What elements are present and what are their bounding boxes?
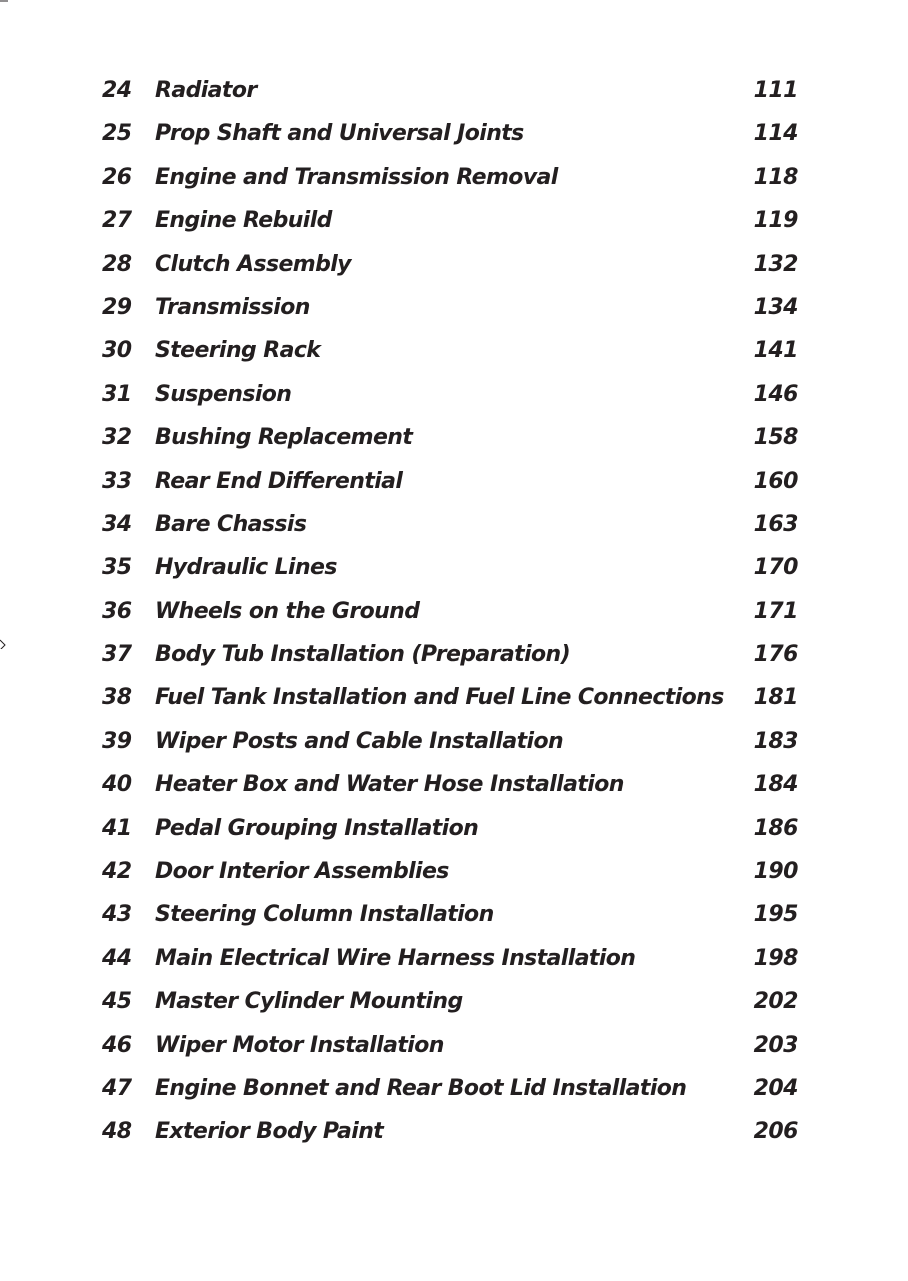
page-number: 183: [753, 728, 798, 754]
toc-entry[interactable]: [0, 460, 908, 503]
chapter-title: Fuel Tank Installation and Fuel Line Connections: [155, 685, 724, 711]
chapter-title: Engine Bonnet and Rear Boot Lid Installation: [155, 1075, 687, 1101]
chapter-title: Master Cylinder Mounting: [155, 989, 463, 1015]
toc-entry[interactable]: [0, 937, 908, 980]
page-number: 118: [753, 164, 798, 190]
page-number: 206: [753, 1119, 798, 1145]
chapter-number: 29: [102, 294, 132, 320]
chapter-number: 34: [102, 511, 132, 537]
chapter-title: Suspension: [155, 381, 292, 407]
chapter-number: 35: [102, 555, 132, 581]
chapter-title: Steering Rack: [155, 338, 321, 364]
chapter-number: 30: [102, 338, 132, 364]
toc-entry[interactable]: [0, 893, 908, 936]
toc-entry[interactable]: [0, 763, 908, 806]
chapter-number: 44: [102, 945, 132, 971]
chapter-number: 48: [102, 1119, 132, 1145]
toc-entry[interactable]: [0, 676, 908, 719]
page-number: 186: [753, 815, 798, 841]
chapter-title: Exterior Body Paint: [155, 1119, 384, 1145]
page-number: 195: [753, 902, 798, 928]
chapter-number: 46: [102, 1032, 132, 1058]
chapter-number: 47: [102, 1075, 132, 1101]
page-number: 198: [753, 945, 798, 971]
chapter-title: Main Electrical Wire Harness Installation: [155, 945, 636, 971]
page-number: 184: [753, 772, 798, 798]
chapter-title: Pedal Grouping Installation: [155, 815, 479, 841]
chapter-number: 31: [102, 381, 132, 407]
page-number: 170: [753, 555, 798, 581]
chapter-title: Hydraulic Lines: [155, 555, 337, 581]
page-number: 190: [753, 859, 798, 885]
chapter-number: 24: [102, 78, 132, 103]
page-number: 114: [753, 121, 798, 147]
page-number: 176: [753, 642, 798, 668]
toc-entry[interactable]: [0, 1024, 908, 1067]
toc-entry[interactable]: [0, 807, 908, 850]
page-number: 202: [753, 989, 798, 1015]
page-number: 132: [753, 251, 798, 277]
page-number: 181: [753, 685, 798, 711]
chapter-title: Engine and Transmission Removal: [155, 164, 558, 190]
table-of-contents: [0, 69, 908, 1154]
toc-entry[interactable]: [0, 633, 908, 676]
chapter-number: 43: [102, 902, 132, 928]
toc-entry[interactable]: [0, 980, 908, 1023]
toc-entry[interactable]: [0, 69, 908, 112]
chapter-number: 38: [102, 685, 132, 711]
chapter-number: 37: [102, 642, 132, 668]
toc-entry[interactable]: [0, 590, 908, 633]
chapter-title: Heater Box and Water Hose Installation: [155, 772, 624, 798]
chapter-title: Steering Column Installation: [155, 902, 494, 928]
page-number: 203: [753, 1032, 798, 1058]
chapter-number: 45: [102, 989, 132, 1015]
page-number: 160: [753, 468, 798, 494]
chapter-number: 36: [102, 598, 132, 624]
chapter-number: 28: [102, 251, 132, 277]
toc-entry[interactable]: [0, 243, 908, 286]
page-number: 204: [753, 1075, 798, 1101]
chapter-number: 32: [102, 425, 132, 451]
chapter-title: Clutch Assembly: [155, 251, 351, 277]
page-number: 141: [753, 338, 798, 364]
chapter-number: 40: [102, 772, 132, 798]
toc-entry[interactable]: [0, 199, 908, 242]
chapter-number: 27: [102, 208, 132, 234]
chapter-title: Transmission: [155, 294, 310, 320]
toc-entry[interactable]: [0, 546, 908, 589]
page-number: 158: [753, 425, 798, 451]
toc-entry[interactable]: [0, 373, 908, 416]
chapter-title: Wiper Motor Installation: [155, 1032, 444, 1058]
toc-entry[interactable]: [0, 329, 908, 372]
chapter-number: 42: [102, 859, 132, 885]
chapter-number: 25: [102, 121, 132, 147]
toc-entry[interactable]: [0, 286, 908, 329]
chapter-number: 39: [102, 728, 132, 754]
toc-entry[interactable]: [0, 1067, 908, 1110]
page-number: 171: [753, 598, 798, 624]
chapter-title: Bare Chassis: [155, 511, 307, 537]
page-number: 146: [753, 381, 798, 407]
chapter-number: 41: [102, 815, 132, 841]
page-number: 134: [753, 294, 798, 320]
toc-entry[interactable]: [0, 416, 908, 459]
chapter-title: Radiator: [155, 78, 257, 103]
chapter-title: Rear End Differential: [155, 468, 403, 494]
chapter-title: Body Tub Installation (Preparation): [155, 642, 571, 668]
toc-entry[interactable]: [0, 1110, 908, 1153]
chapter-title: Wheels on the Ground: [155, 598, 420, 624]
chapter-number: 26: [102, 164, 132, 190]
page-number: 119: [753, 208, 798, 234]
page-number: 163: [753, 511, 798, 537]
toc-entry[interactable]: [0, 503, 908, 546]
chapter-title: Bushing Replacement: [155, 425, 413, 451]
chapter-title: Wiper Posts and Cable Installation: [155, 728, 564, 754]
toc-entry[interactable]: [0, 720, 908, 763]
toc-entry[interactable]: [0, 156, 908, 199]
page-number: 111: [753, 78, 798, 103]
crop-mark-top-icon: [0, 0, 10, 10]
toc-entry[interactable]: [0, 112, 908, 155]
chapter-title: Engine Rebuild: [155, 208, 332, 234]
chapter-title: Door Interior Assemblies: [155, 859, 449, 885]
chapter-number: 33: [102, 468, 132, 494]
toc-entry[interactable]: [0, 850, 908, 893]
chapter-title: Prop Shaft and Universal Joints: [155, 121, 524, 147]
